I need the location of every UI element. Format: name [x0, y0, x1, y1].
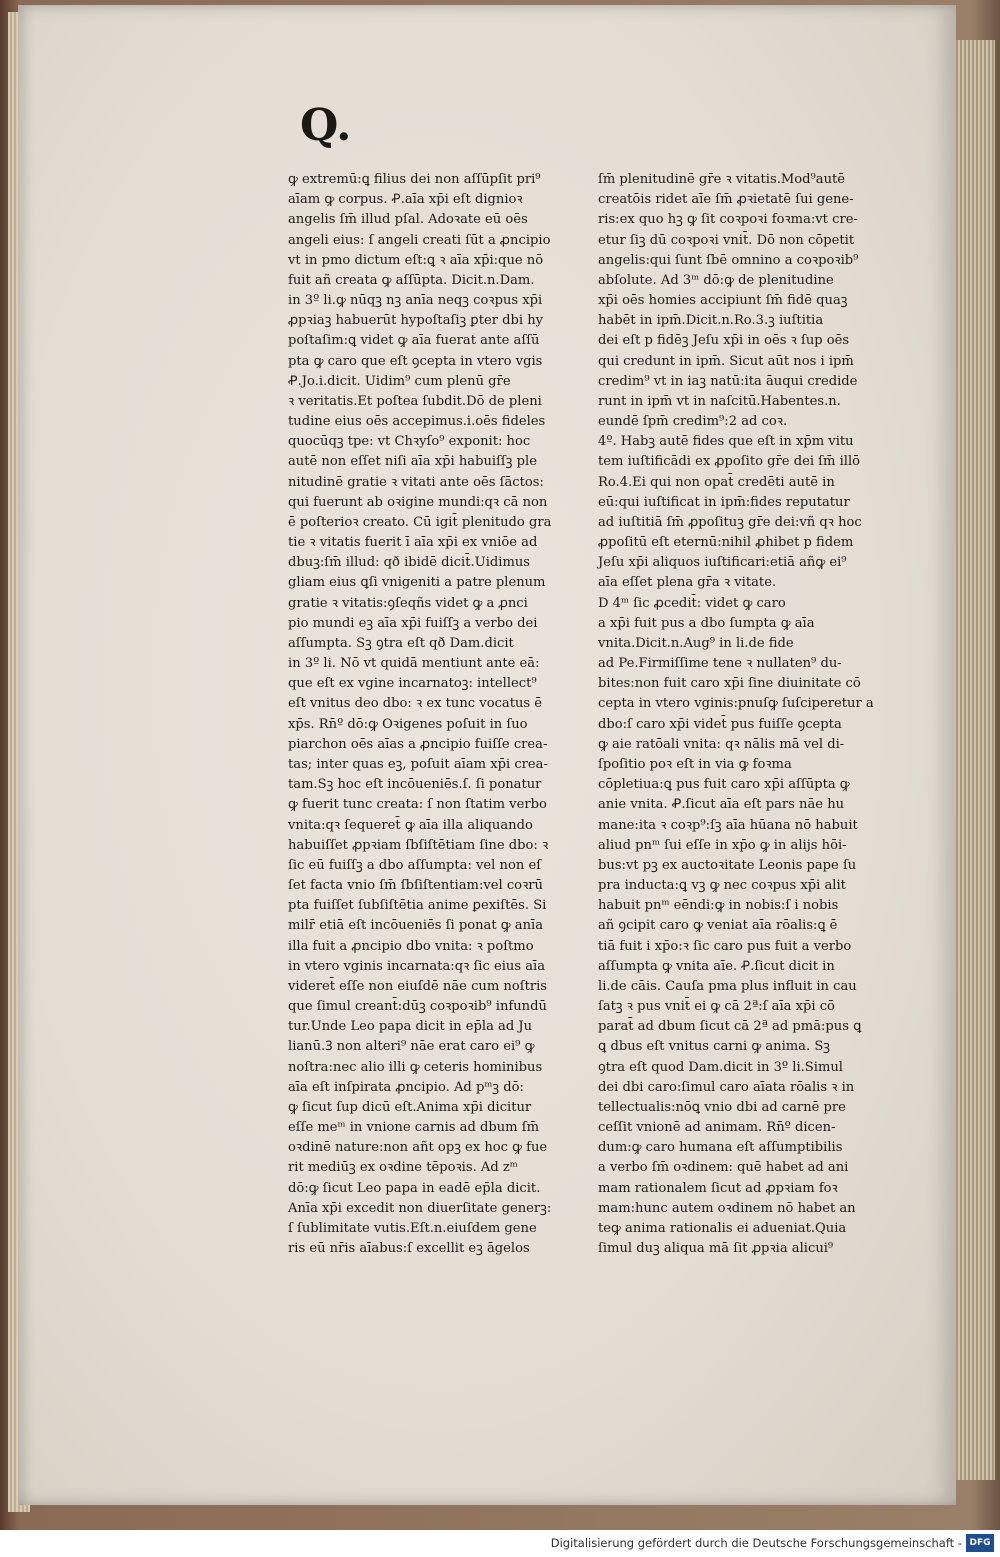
text-line: runt in ipm̄ vt in naſcitū.Habentes.n. [598, 393, 841, 409]
text-line: oꝛdinē nature:non añt opꝫ ex hoc ꝙ fue [288, 1140, 548, 1156]
text-line: tiā fuit i xp̄o:ꝛ ſic caro pus fuit a verbo [598, 938, 852, 954]
text-line: ē poſterioꝛ creato. Cū igit̄ plenitudo gra [288, 514, 552, 530]
text-line: a verbo ſm̄ oꝛdinem: quē habet ad ani [598, 1160, 849, 1176]
text-line: abſolute. Ad 3ᵐ dō:ꝙ de plenitudine [598, 272, 834, 288]
text-line: milr̄ etiā eſt incōueniēs ſi ponat ꝙ anīa [288, 918, 544, 934]
text-line: ſatꝫ ꝛ pus vnit̄ ei ꝙ cā 2ª:ſ aīa xp̄i cō [598, 999, 835, 1015]
text-line: pta ꝙ caro que eſt ꝯcepta in vtero vgis [288, 353, 543, 369]
text-line: ris eū nr̄is aīabus:ſ excellit eꝫ āgelos [288, 1241, 530, 1257]
text-line: a xp̄i fuit pus a dbo ſumpta ꝙ aīa [598, 615, 815, 631]
text-line: ſimul duꝫ aliqua mā ſit ꝓpꝛia alicui⁹ [598, 1241, 834, 1257]
text-line: bus:vt pꝫ ex auctoꝛitate Leonis pape ſu [598, 857, 857, 873]
text-line: pio mundi eꝫ aīa xp̄i fuiſſꝫ a verbo dei [288, 615, 538, 631]
text-line: ceſſit vnionē ad animam. Rn̄º dicen- [598, 1120, 836, 1136]
text-line: aīa eſſet plena gr̄a ꝛ vitate. [598, 575, 777, 591]
footer-bar [0, 1530, 1000, 1557]
text-line: Jeſu xp̄i aliquos iuſtificari:etiā añꝙ ei⁹ [598, 555, 847, 571]
left-text-column [288, 170, 578, 1257]
text-line: poſtaſim:ꝗ videt ꝙ aīa fuerat ante aſſū [288, 333, 540, 349]
text-line: eſt vnitus deo dbo: ꝛ ex tunc vocatus ē [288, 696, 543, 712]
text-line: quocūqꝫ tpe: vt Chꝛyſo⁹ exponit: hoc [288, 434, 531, 450]
text-line: tur.Unde Leo papa dicit in ep̄la ad Ju [288, 1019, 533, 1035]
text-line: ad iuſtitiā ſm̄ ꝓpoſituꝫ gr̄e dei:vñ qꝛ hoc [598, 514, 862, 530]
text-line: ꝙ fuerit tunc creata: ſ non ſtatim verbo [288, 797, 547, 813]
text-line: mam:hunc autem oꝛdinem nō habet an [598, 1200, 856, 1216]
text-line: angelis ſm̄ illud pſal. Adoꝛate eū oēs [288, 212, 528, 228]
text-line: tie ꝛ vitatis fuerit ī aīa xp̄i ex vniōe ad [288, 535, 538, 551]
text-line: li.de cāis. Cauſa pma plus influit in cau [598, 978, 857, 994]
text-line: pta fuiſſet ſubſiſtētia anime ꝑexiſtēs. Si [288, 898, 547, 914]
text-line: mane:ita ꝛ coꝛp⁹:ſꝫ aīa hūana nō habuit [598, 817, 858, 833]
text-line: Ro.4.Ei qui non opat̄ credēti autē in [598, 474, 835, 490]
text-line: ꝯtra eſt quod Dam.dicit in 3º li.Simul [598, 1059, 843, 1075]
text-line: eū:qui iuſtificat in ipm̄:fides reputatur [598, 494, 850, 510]
text-line: in vtero vginis incarnata:qꝛ ſic eius aīa [288, 958, 546, 974]
text-line: noſtra:nec alio illi ꝙ ceteris hominibus [288, 1059, 543, 1075]
text-line: ad Pe.Firmiſſime tene ꝛ nullaten⁹ du- [598, 656, 842, 672]
text-line: Anīa xp̄i excedit non diuerſitate generꝫ: [288, 1200, 552, 1216]
text-line: ſpoſitio poꝛ eſt in via ꝙ foꝛma [598, 756, 792, 772]
text-line: in 3º li. Nō vt quidā mentiunt ante eā: [288, 656, 540, 672]
text-line: aīa eſt inſpirata ꝓncipio. Ad pᵐꝫ dō: [288, 1079, 524, 1095]
text-line: lianū.Ꝫ non alteri⁹ nāe erat caro ei⁹ ꝙ [288, 1039, 535, 1055]
text-line: tellectualis:nōꝗ vnio dbi ad carnē pre [598, 1099, 846, 1115]
text-line: ꝙ extremū:ꝗ filius dei non aſſūpſit pri⁹ [288, 172, 541, 187]
text-line: videret̄ eſſe non eiuſdē nāe cum noſtris [288, 978, 548, 994]
text-line: cōpletiua:ꝗ pus fuit caro xp̄i aſſūpta ꝙ [598, 777, 850, 793]
text-line: eundē ſpm̄ credim⁹:2 ad coꝛ. [598, 414, 788, 430]
text-line: ſ ſublimitate vutis.Eſt.n.eiuſdem gene [288, 1220, 537, 1236]
text-line: dbuꝫ:ſm̄ illud: qð ibidē dicit̄.Uidimus [288, 555, 531, 571]
text-line: que ſimul creant̄:dūꝫ coꝛpoꝛib⁹ infundū [288, 999, 547, 1015]
text-line: tam.Sꝫ hoc eſt incōueniēs.ſ. ſi ponatur [288, 777, 542, 793]
text-line: xp̄i oēs homies accipiunt ſm̄ fidē quaꝫ [598, 293, 848, 309]
text-line: piarchon oēs aīas a ꝓncipio fuiſſe crea- [288, 736, 548, 752]
text-line: dei eſt p fidēꝫ Jeſu xp̄i in oēs ꝛ ſup oēs [598, 333, 850, 349]
text-line: rit mediūꝫ ex oꝛdine tēpoꝛis. Ad zᵐ [288, 1160, 518, 1176]
text-line: anie vnita. Ꝓ.ſicut aīa eſt pars nāe hu [598, 797, 845, 813]
text-line: vt in pmo dictum eſt:ꝗ ꝛ aīa xp̄i:que nō [288, 252, 544, 268]
text-line: angelis:qui ſunt ſbē omnino a coꝛpoꝛib⁹ [598, 252, 859, 268]
text-line: qui fuerunt ab oꝛigine mundi:qꝛ cā non [288, 494, 548, 510]
text-line: aſſumpta. Sꝫ ꝯtra eſt qð Dam.dicit [288, 635, 514, 651]
text-line: tem iuſtificādi ex ꝓpoſito gr̄e dei ſm̄ illō [598, 454, 861, 470]
text-line: pra inducta:ꝗ vꝫ ꝙ nec coꝛpus xp̄i alit [598, 878, 846, 894]
text-line: habēt in ipm̄.Dicit.n.Ro.3.ꝫ iuſtitia [598, 313, 824, 329]
text-line: ꝗ dbus eſt vnitus carni ꝙ anima. Sꝫ [598, 1039, 830, 1055]
text-line: in 3º li.ꝙ nūqꝫ nꝫ anīa neqꝫ coꝛpus xp̄i [288, 293, 543, 309]
book-edge-right [950, 40, 995, 1480]
text-line: Ꝓ.Jo.i.dicit. Uidim⁹ cum plenū gr̄e [288, 373, 511, 389]
text-line: bites:non fuit caro xp̄i ſine diuinitate cō [598, 676, 861, 692]
page-heading: Q. [300, 100, 352, 151]
text-line: dei dbi caro:ſimul caro aīata rōalis ꝛ in [598, 1079, 855, 1095]
text-line: teꝙ anima rationalis ei adueniat.Quia [598, 1220, 847, 1236]
text-line: etur ſiꝫ dū coꝛpoꝛi vnit̄. Dō non cōpetit [598, 232, 855, 248]
text-line: ꝙ aie ratōali vnita: qꝛ nālis mā vel di- [598, 736, 845, 752]
text-line: ꝓpꝛiaꝫ habuerūt hypoſtaſiꝫ ꝑter dbi hy [288, 313, 544, 329]
text-line: dbo:ſ caro xp̄i videt̄ pus fuiſſe ꝯcepta [598, 716, 842, 732]
text-line: tas; inter quas eꝫ, poſuit aīam xp̄i crea- [288, 756, 548, 772]
text-line: angeli eius: ſ angeli creati ſūt a ꝓncipio [288, 232, 551, 248]
text-line: autē non eſſet niſi aīa xp̄i habuiſſꝫ ple [288, 454, 537, 470]
text-line: aſſumpta ꝙ vnita aīe. Ꝓ.ſicut dicit in [598, 958, 835, 974]
text-line: ſm̄ plenitudinē gr̄e ꝛ vitatis.Mod⁹autē [598, 172, 846, 187]
text-line: eſſe meᵐ in vnione carnis ad dbum ſm̄ [288, 1120, 540, 1136]
text-line: ꝓpoſitū eſt eternū:nihil ꝓhibet p fidem [598, 535, 854, 551]
text-line: vnita.Dicit.n.Aug⁹ in li.de fide [598, 635, 794, 651]
text-line: ꝙ ſicut ſup dicū eſt.Anima xp̄i dicitur [288, 1099, 532, 1115]
text-line: fuit añ creata ꝙ aſſūpta. Dicit.n.Dam. [288, 272, 535, 288]
text-line: cepta in vtero vginis:pnuſꝙ ſuſciperetur a [598, 696, 874, 712]
text-line: parat̄ ad dbum ſicut cā 2ª ad pmā:pus ꝗ [598, 1019, 862, 1035]
text-line: xp̄s. Rn̄º dō:ꝙ Oꝛigenes poſuit in ſuo [288, 716, 528, 732]
text-line: illa fuit a ꝓncipio dbo vnita: ꝛ poſtmo [288, 938, 534, 954]
text-line: dum:ꝙ caro humana eſt aſſumptibilis [598, 1140, 843, 1156]
text-line: gliam eius ꝗſi vnigeniti a patre plenum [288, 575, 546, 591]
text-line: creatōis ridet aīe ſm̄ ꝓꝛietatē ſui gene- [598, 192, 854, 208]
text-line: aliud pnᵐ ſui eſſe in xp̄o ꝙ in alijs hōi- [598, 837, 847, 853]
right-text-column [598, 170, 888, 1257]
text-line: credim⁹ vt in iaꝫ natū:ita āuqui credide [598, 373, 858, 389]
text-line: 4º. Habꝫ autē fides que eſt in xp̄m vitu [598, 434, 854, 450]
text-line: qui credunt in ipm̄. Sicut aūt nos i ipm̄ [598, 353, 854, 369]
text-line: aīam ꝙ corpus. Ꝓ.aīa xp̄i eſt dignioꝛ [288, 192, 523, 208]
funding-notice: Digitalisierung gefördert durch die Deutsche Forschungsgemeinschaft - [550, 1536, 962, 1550]
text-line: añ ꝯcipit caro ꝙ veniat aīa rōalis:ꝗ ē [598, 918, 838, 934]
text-line: ſet facta vnio ſm̄ ſbſiſtentiam:vel coꝛrū [288, 878, 543, 894]
text-line: tudine eius oēs accepimus.i.oēs fideles [288, 414, 546, 430]
text-line: ris:ex quo hꝫ ꝙ ſit coꝛpoꝛi foꝛma:vt cre- [598, 212, 858, 228]
text-line: ꝛ veritatis.Et poſtea ſubdit.Dō de pleni [288, 393, 542, 409]
text-line: nitudinē gratie ꝛ vitati ante oēs ſāctos: [288, 474, 544, 490]
text-line: D 4ᵐ ſic ꝓcedit̄: videt ꝙ caro [598, 595, 786, 611]
text-line: que eſt ex vgine incarnatoꝫ: intellect⁹ [288, 676, 537, 692]
dfg-logo: DFG [966, 1534, 994, 1552]
text-line: gratie ꝛ vitatis:ꝯſeqñs videt ꝙ a ꝓnci [288, 595, 528, 611]
text-line: dō:ꝙ ſicut Leo papa in eadē ep̄la dicit. [288, 1180, 541, 1196]
text-line: vnita:qꝛ ſequeret̄ ꝙ aīa illa aliquando [288, 817, 533, 833]
text-line: mam rationalem ſicut ad ꝓpꝛiam foꝛ [598, 1180, 838, 1196]
text-line: habuit pnᵐ eēndi:ꝙ in nobis:ſ i nobis [598, 898, 839, 914]
text-line: ſic eū fuiſſꝫ a dbo aſſumpta: vel non eſ [288, 857, 542, 873]
text-line: habuiſſet ꝓpꝛiam ſbſiſtētiam ſine dbo: ꝛ [288, 837, 549, 853]
